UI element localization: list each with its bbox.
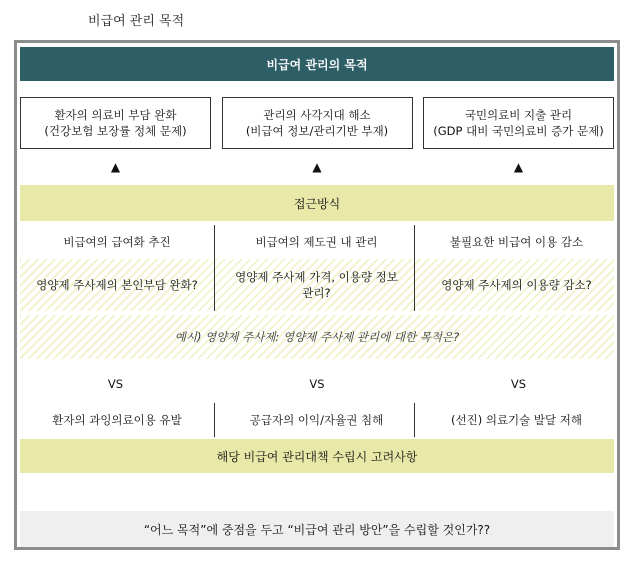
purpose-3-line1: 국민의료비 지출 관리 xyxy=(464,107,573,122)
consider-header: 해당 비급여 관리대책 수립시 고려사항 xyxy=(20,439,614,473)
arrow-row xyxy=(20,155,614,179)
vs-label: VS xyxy=(510,376,527,391)
up-arrow-icon: ▲ xyxy=(312,159,322,174)
purpose-2-line2: (비급여 정보/관리기반 부재) xyxy=(245,124,389,138)
example-1: 영양제 주사제의 본인부담 완화? xyxy=(20,259,215,311)
diagram-frame xyxy=(14,40,620,550)
approach-header: 접근방식 xyxy=(20,185,614,221)
purpose-2-line1: 관리의 사각지대 해소 xyxy=(263,107,371,122)
tradeoff-row xyxy=(20,403,614,437)
tradeoff-1: 환자의 과잉의료이용 유발 xyxy=(20,403,215,437)
approach-3: 불필요한 비급여 이용 감소 xyxy=(419,225,614,259)
closing-question: “어느 목적”에 중점을 두고 “비급여 관리 방안”을 수립할 것인가?? xyxy=(20,511,614,547)
purpose-box-1 xyxy=(20,97,211,149)
purpose-1-line2: (건강보험 보장률 정체 문제) xyxy=(44,124,187,138)
purpose-3-line2: (GDP 대비 국민의료비 증가 문제) xyxy=(433,124,604,138)
purpose-box-3 xyxy=(423,97,614,149)
diagram-title: 비급여 관리의 목적 xyxy=(20,47,614,81)
vs-label: VS xyxy=(309,376,325,391)
tradeoff-2: 공급자의 이익/자율권 침해 xyxy=(219,403,415,437)
purpose-row xyxy=(20,97,614,149)
example-3: 영양제 주사제의 이용량 감소? xyxy=(441,277,592,292)
tradeoff-3: (선진) 의료기술 발달 저해 xyxy=(419,403,614,437)
up-arrow-icon: ▲ xyxy=(110,159,121,174)
example-row xyxy=(20,259,614,311)
vs-row xyxy=(20,369,614,399)
example-note: 예시) 영양제 주사제: 영양제 주사제 관리에 대한 목적은? xyxy=(20,315,614,359)
approach-row xyxy=(20,225,614,259)
purpose-1-line1: 환자의 의료비 부담 완화 xyxy=(54,107,177,122)
up-arrow-icon: ▲ xyxy=(513,159,524,174)
figure-caption: 비급여 관리 목적 xyxy=(88,14,185,29)
example-2: 영양제 주사제 가격, 이용량 정보 관리? xyxy=(219,259,415,311)
vs-label: VS xyxy=(107,376,124,391)
approach-1: 비급여의 급여화 추진 xyxy=(20,225,215,259)
purpose-box-2 xyxy=(222,97,413,149)
approach-2: 비급여의 제도권 내 관리 xyxy=(219,225,415,259)
